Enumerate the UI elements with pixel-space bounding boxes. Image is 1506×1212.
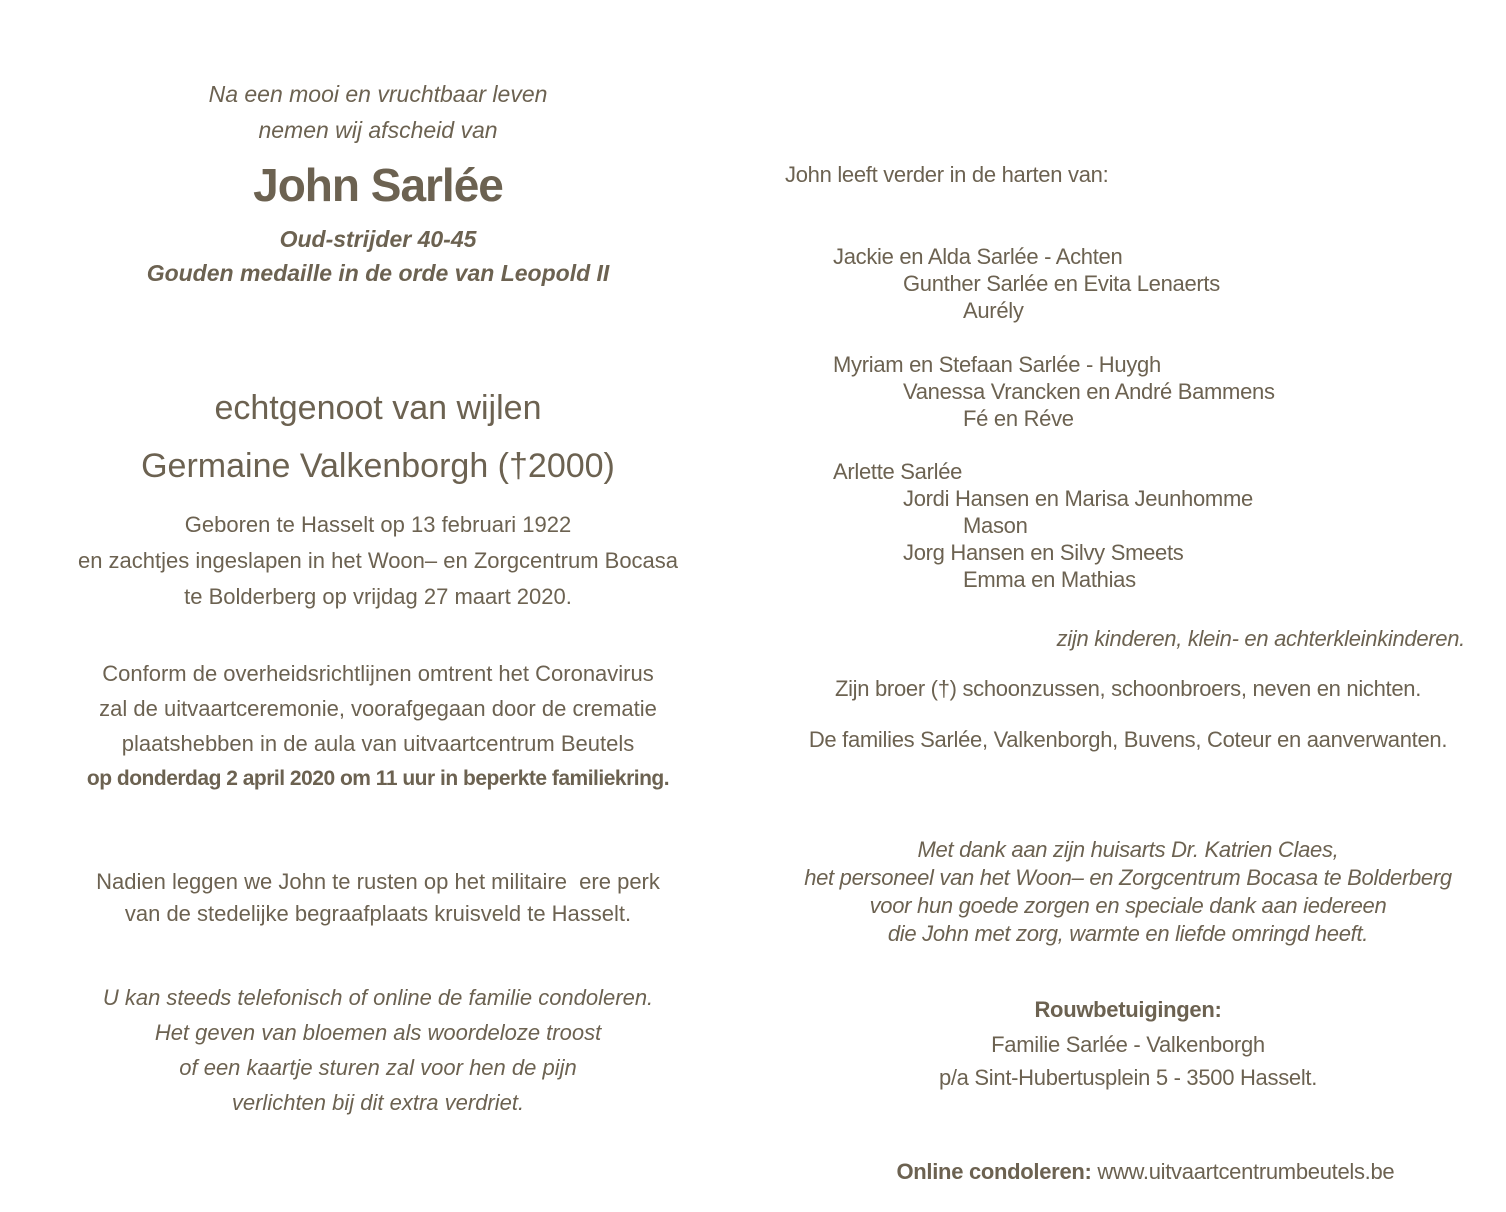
family-member-line: Jorg Hansen en Silvy Smeets [903,540,1184,565]
condolences-address [766,1028,1490,1094]
families-line: De families Sarlée, Valkenborgh, Buvens, Coteur en aanverwanten. [808,727,1448,752]
military-honors [32,222,724,290]
burial-line-1: Nadien leggen we John te rusten op het militaire ere perk [96,869,660,894]
ceremony-line-1: Conform de overheidsrichtlijnen omtrent het Coronavirus [102,661,654,686]
intro-text [32,76,724,148]
family-member-line: Arlette Sarlée [833,459,963,484]
condolence-line-3: of een kaartje sturen zal voor hen de pijn [179,1055,577,1080]
birth-death-info [32,507,724,615]
family-group-3 [766,458,1490,593]
family-group-2 [766,351,1490,432]
online-condolence-label: Online condoleren: [896,1159,1092,1184]
family-member-line: Jordi Hansen en Marisa Jeunhomme [903,486,1253,511]
thanks-line-1: Met dank aan zijn huisarts Dr. Katrien Claes, [917,837,1339,862]
online-condolence-line [766,1127,1490,1212]
thanks-line-2: het personeel van het Woon– en Zorgcentrum Bocasa te Bolderberg [804,865,1452,890]
condolence-line-2: Het geven van bloemen als woordeloze troost [154,1020,602,1045]
family-member-line: Emma en Mathias [963,567,1136,592]
deceased-name: John Sarlée [253,159,503,211]
ceremony-date-line: op donderdag 2 april 2020 om 11 uur in beperkte familiekring. [86,767,670,790]
kinship-note: zijn kinderen, klein- en achterkleinkinderen. [1056,626,1465,651]
honor-line-1: Oud-strijder 40-45 [279,226,477,252]
thanks-note [766,836,1490,948]
family-member-line: Fé en Réve [963,406,1074,431]
ceremony-info [32,656,724,796]
family-member-line: Jackie en Alda Sarlée - Achten [833,244,1123,269]
announcement-column [32,0,724,1212]
family-column [766,0,1490,1212]
family-group-1 [766,243,1490,324]
ceremony-line-3: plaatshebben in de aula van uitvaartcentrum Beutels [121,731,635,756]
death-date-line: te Bolderberg op vrijdag 27 maart 2020. [184,584,572,609]
thanks-line-4: die John met zorg, warmte en liefde omringd heeft. [887,921,1369,946]
burial-line-2: van de stedelijke begraafplaats kruisveld te Hasselt. [124,901,632,926]
condolence-line-4: verlichten bij dit extra verdriet. [231,1090,525,1115]
birth-line: Geboren te Hasselt op 13 februari 1922 [184,512,572,537]
honor-line-2: Gouden medaille in de orde van Leopold II [146,260,610,286]
family-header: John leeft verder in de harten van: [785,162,1109,187]
family-member-line: Mason [963,513,1028,538]
family-member-line: Myriam en Stefaan Sarlée - Huygh [833,352,1161,377]
condolences-address-header: Rouwbetuigingen: [1034,997,1222,1022]
condolences-street-line: p/a Sint-Hubertusplein 5 - 3500 Hasselt. [938,1065,1318,1090]
thanks-line-3: voor hun goede zorgen en speciale dank aan iedereen [869,893,1387,918]
family-member-line: Aurély [963,298,1024,323]
burial-info [32,866,724,930]
family-member-line: Gunther Sarlée en Evita Lenaerts [903,271,1220,296]
intro-line-1: Na een mooi en vruchtbaar leven [208,81,548,107]
spouse-line-1: echtgenoot van wijlen [214,389,542,427]
death-place-line: en zachtjes ingeslapen in het Woon– en Zorgcentrum Bocasa [77,548,679,573]
ceremony-line-2: zal de uitvaartceremonie, voorafgegaan door de crematie [99,696,657,721]
intro-line-2: nemen wij afscheid van [258,117,498,143]
condolences-family-line: Familie Sarlée - Valkenborgh [991,1032,1265,1057]
website-url: www.uitvaartcentrumbeutels.be [1097,1159,1395,1184]
spouse-info [32,379,724,495]
brother-relatives-line: Zijn broer (†) schoonzussen, schoonbroers, neven en nichten. [834,676,1422,701]
family-member-line: Vanessa Vrancken en André Bammens [903,379,1275,404]
condolence-line-1: U kan steeds telefonisch of online de familie condoleren. [102,985,654,1010]
spouse-line-2: Germaine Valkenborgh (†2000) [141,447,615,485]
condolence-note [32,980,724,1120]
